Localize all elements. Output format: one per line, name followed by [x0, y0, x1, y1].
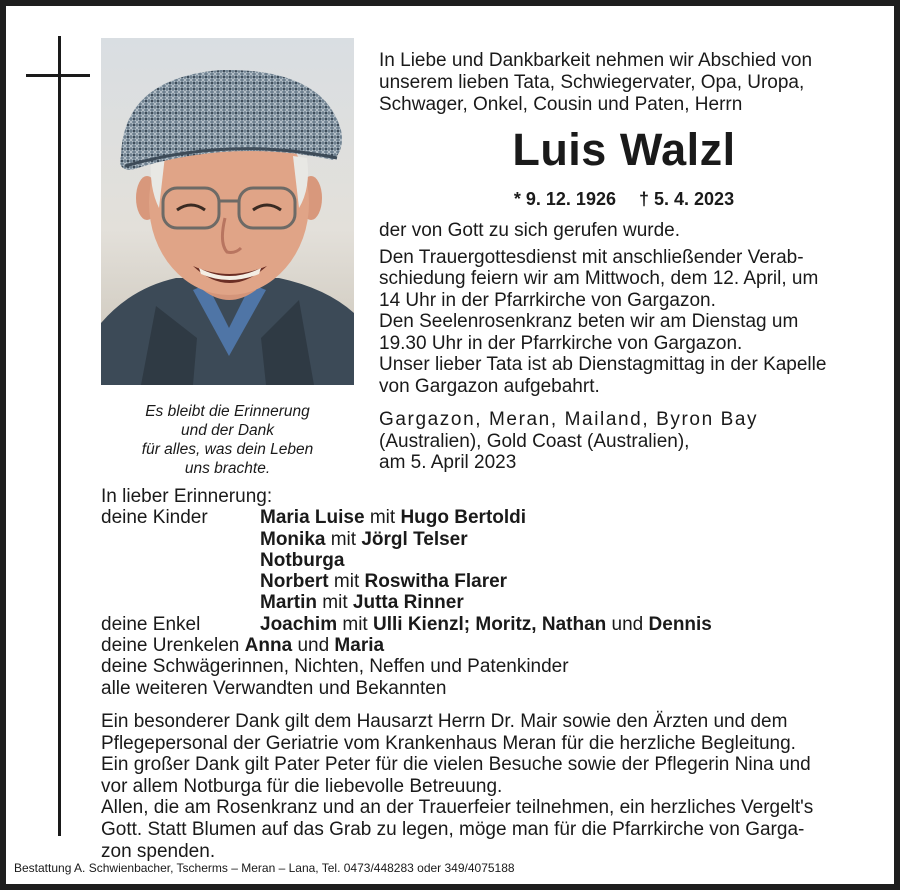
relatives-line: alle weiteren Verwandten und Bekannten [101, 677, 447, 699]
quote-line: und der Dank [180, 422, 275, 439]
thanks-line: vor allem Notburga für die liebevolle Betreuung. [101, 775, 503, 797]
service-line: Den Trauergottesdienst mit anschließender Verab- [379, 246, 804, 268]
service-line: 14 Uhr in der Pfarrkirche von Gargazon. [379, 289, 716, 311]
date-line: am 5. April 2023 [379, 452, 517, 473]
thanks-line: Pflegepersonal der Geriatrie vom Krankenhaus Meran für die herzliche Begleitung. [101, 732, 796, 754]
service-details [379, 220, 874, 397]
thanks-line: Ein besonderer Dank gilt dem Hausarzt Herrn Dr. Mair sowie den Ärzten und dem [101, 711, 788, 732]
family-row-children [101, 571, 871, 592]
service-line: 19.30 Uhr in der Pfarrkirche von Gargazon. [379, 332, 743, 354]
birth-date: * 9. 12. 1926 [513, 189, 616, 209]
family-row-children [101, 529, 871, 550]
family-row-children [101, 592, 871, 613]
called-home-line: der von Gott zu sich gerufen wurde. [379, 220, 680, 241]
funeral-home-footer: Bestattung A. Schwienbacher, Tscherms – Meran – Lana, Tel. 0473/448283 oder 349/4075188 [14, 861, 515, 875]
service-line: von Gargazon aufgebahrt. [379, 375, 600, 397]
family-row-children [101, 507, 871, 528]
family-heading: In lieber Erinnerung: [101, 486, 273, 507]
family-row-children [101, 550, 871, 571]
thanks-line: zon spenden. [101, 840, 216, 862]
child-entry: Norbert mit Roswitha Flarer [260, 571, 508, 593]
service-line: Unser lieber Tata ist ab Dienstagmittag in der Kapelle [379, 354, 827, 375]
intro-line: In Liebe und Dankbarkeit nehmen wir Abschied von [379, 50, 813, 71]
memorial-quote [101, 402, 354, 478]
intro-line: unserem lieben Tata, Schwiegervater, Opa, Uropa, [379, 72, 805, 93]
quote-line: uns brachte. [184, 460, 271, 477]
child-entry: Monika mit Jörgl Telser [260, 528, 468, 550]
child-entry: Martin mit Jutta Rinner [260, 592, 464, 614]
grandchildren-label: deine Enkel [101, 613, 201, 635]
in-laws-line: deine Schwägerinnen, Nichten, Neffen und Patenkinder [101, 656, 569, 678]
child-entry: Notburga [260, 549, 345, 571]
quote-line: Es bleibt die Erinnerung [145, 403, 310, 420]
intro-line: Schwager, Onkel, Cousin und Paten, Herrn [379, 94, 743, 115]
service-line: Den Seelenrosenkranz beten wir am Dienstag um [379, 311, 799, 332]
thanks-line: Gott. Statt Blumen auf das Grab zu legen, möge man für die Pfarrkirche von Garga- [101, 818, 805, 840]
child-entry: Maria Luise mit Hugo Bertoldi [260, 507, 527, 529]
thanks-line: Ein großer Dank gilt Pater Peter für die vielen Besuche sowie der Pflegerin Nina und [101, 754, 811, 776]
family-list [101, 486, 871, 699]
great-grandchildren-line: deine Urenkelen Anna und Maria [101, 635, 385, 657]
intro-text [379, 50, 869, 116]
life-dates [379, 189, 869, 210]
service-line: schiedung feiern wir am Mittwoch, dem 12. April, um [379, 268, 819, 289]
death-date: † 5. 4. 2023 [639, 189, 735, 209]
deceased-name: Luis Walzl [512, 124, 736, 175]
place-line: Gargazon, Meran, Mailand, Byron Bay [379, 409, 759, 430]
portrait-photo [101, 38, 354, 385]
family-row-grandchildren [101, 614, 871, 635]
thanks-text [101, 711, 871, 862]
children-label: deine Kinder [101, 507, 208, 529]
thanks-line: Allen, die am Rosenkranz und an der Trauerfeier teilnehmen, ein herzliches Vergelt's [101, 797, 814, 819]
quote-line: für alles, was dein Leben [141, 441, 314, 458]
grandchildren-entry: Joachim mit Ulli Kienzl; Moritz, Nathan und Dennis [260, 613, 712, 635]
place-line: (Australien), Gold Coast (Australien), [379, 430, 690, 452]
place-and-date [379, 409, 874, 474]
